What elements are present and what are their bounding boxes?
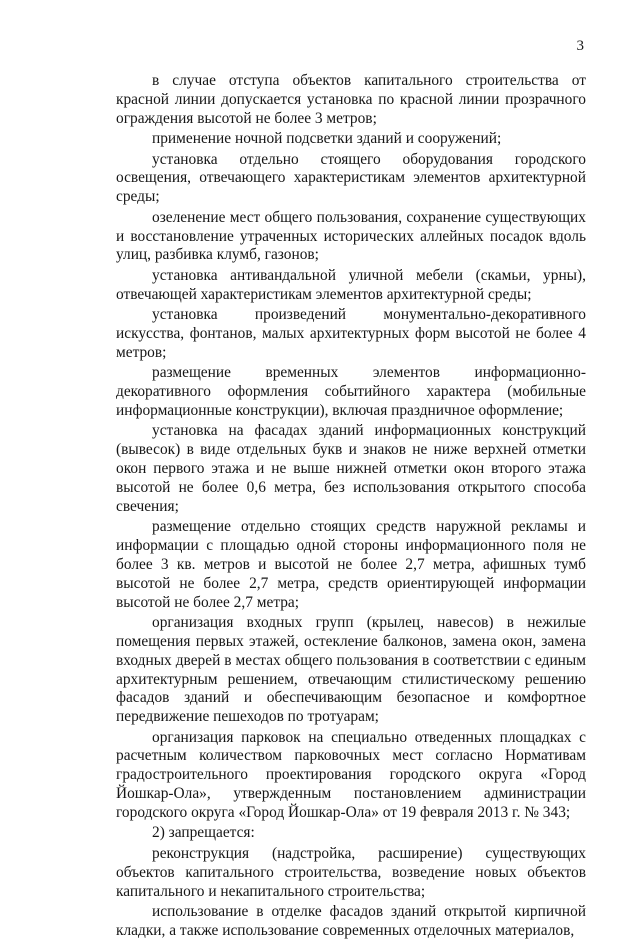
paragraph-landscaping: озеленение мест общего пользования, сохранение существующих и восстановление утраченных исторических аллейных посадок вдоль улиц, разбивка клумб, газонов; <box>116 208 586 264</box>
paragraph-night-lighting: применение ночной подсветки зданий и сооружений; <box>152 130 502 148</box>
paragraph-signage: установка на фасадах зданий информационных конструкций (вывесок) в виде отдельных букв и знаков не ниже верхней отметки окон первого этажа и не выше нижней отметки окон второго этажа высотой не более 0,6 метра, без использования открытого способа свечения; <box>116 422 586 515</box>
paragraph-street-furniture: установка антивандальной уличной мебели (скамьи, урны), отвечающей характеристикам элементов архитектурной среды; <box>116 266 586 303</box>
paragraph-facade-finishing: использование в отделке фасадов зданий открытой кирпичной кладки, а также использование современных отделочных материалов, <box>116 903 586 939</box>
paragraph-reconstruction: реконструкция (надстройка, расширение) существующих объектов капитального строительства, возведение новых объектов капитального и некапитального строительства; <box>116 844 586 900</box>
paragraph-temporary-decor: размещение временных элементов информационно-декоративного оформления событийного характера (мобильные информационные конструкции), включая праздничное оформление; <box>116 364 586 419</box>
paragraph-street-lighting: установка отдельно стоящего оборудования городского освещения, отвечающего характеристикам элементов архитектурной среды; <box>116 150 586 206</box>
paragraph-transparent-fence: в случае отступа объектов капитального строительства от красной линии допускается установка по красной линии прозрачного ограждения высотой не более 3 метров; <box>116 72 586 127</box>
page-number: 3 <box>576 38 584 54</box>
paragraph-entrance-groups: организация входных групп (крылец, навесов) в нежилые помещения первых этажей, остекление балконов, замена окон, замена входных дверей в местах общего пользования в соответствии с единым архитектурным решением, отвечающим стилистическому решению фасадов зданий и обеспечивающим безопасное и комфортное передвижение пешеходов по тротуарам; <box>116 613 586 726</box>
paragraph-outdoor-advertising: размещение отдельно стоящих средств наружной рекламы и информации с площадью одной стороны информационного поля не более 3 кв. метров и высотой не более 2,7 метра, афишных тумб высотой не более 2,7 метра, средств ориентирующей информации высотой не более 2,7 метра; <box>116 518 586 611</box>
paragraph-parking: организация парковок на специально отведенных площадках с расчетным количеством парковочных мест согласно Нормативам градостроительного проектирования городского округа «Город Йошкар-Ола», утвержденным постановлением администрации городского округа «Город Йошкар-Ола» от 19 февраля 2013 г. № 343; <box>116 728 586 821</box>
paragraph-monumental-art: установка произведений монументально-декоративного искусства, фонтанов, малых архитектурных форм высотой не более 4 метров; <box>116 306 586 361</box>
paragraph-prohibited-heading: 2) запрещается: <box>152 824 255 842</box>
document-body <box>116 72 586 942</box>
